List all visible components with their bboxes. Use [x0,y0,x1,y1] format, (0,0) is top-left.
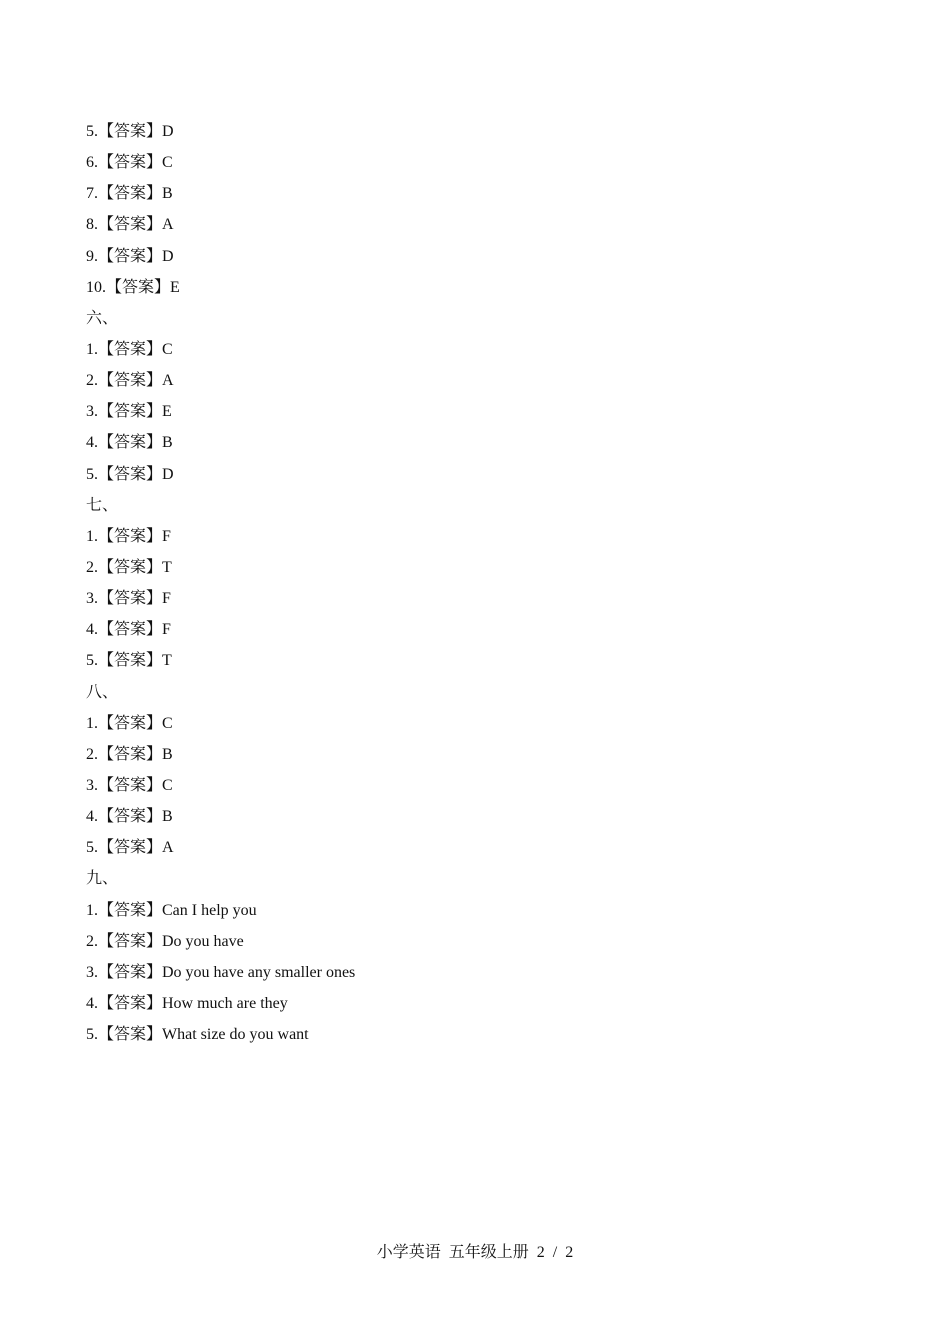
answer-key-content [86,116,866,1050]
answer-line: 5.【答案】D [86,123,174,140]
answer-line: 2.【答案】Do you have [86,932,244,950]
answer-line: 8.【答案】A [86,216,174,234]
answer-line: 9.【答案】D [86,247,174,265]
answer-line: 2.【答案】B [86,745,173,763]
footer-text: 小学英语 五年级上册 2 / 2 [376,1244,574,1261]
answer-line: 1.【答案】C [86,340,173,358]
answer-line: 6.【答案】C [86,154,173,172]
section-heading: 七、 [86,496,119,514]
answer-line: 3.【答案】E [86,403,172,421]
answer-line: 5.【答案】A [86,839,174,857]
answer-line: 2.【答案】A [86,372,174,390]
answer-line: 3.【答案】Do you have any smaller ones [86,963,356,981]
answer-line: 1.【答案】F [86,527,171,545]
answer-line: 2.【答案】T [86,558,172,576]
answer-line: 4.【答案】B [86,434,173,452]
answer-line: 5.【答案】D [86,465,174,483]
answer-line: 3.【答案】F [86,590,171,608]
answer-line: 10.【答案】E [86,278,180,296]
section-heading: 六、 [86,309,119,327]
section-heading: 九、 [86,870,119,888]
page-footer [0,1242,950,1264]
answer-line: 1.【答案】Can I help you [86,901,257,919]
answer-line: 5.【答案】What size do you want [86,1026,309,1044]
answer-line: 1.【答案】C [86,714,173,732]
answer-line: 4.【答案】F [86,621,171,639]
answer-line: 7.【答案】B [86,185,173,203]
section-heading: 八、 [86,683,119,701]
answer-line: 4.【答案】How much are they [86,994,288,1012]
answer-line: 3.【答案】C [86,776,173,794]
answer-line: 4.【答案】B [86,808,173,826]
answer-line: 5.【答案】T [86,652,172,670]
